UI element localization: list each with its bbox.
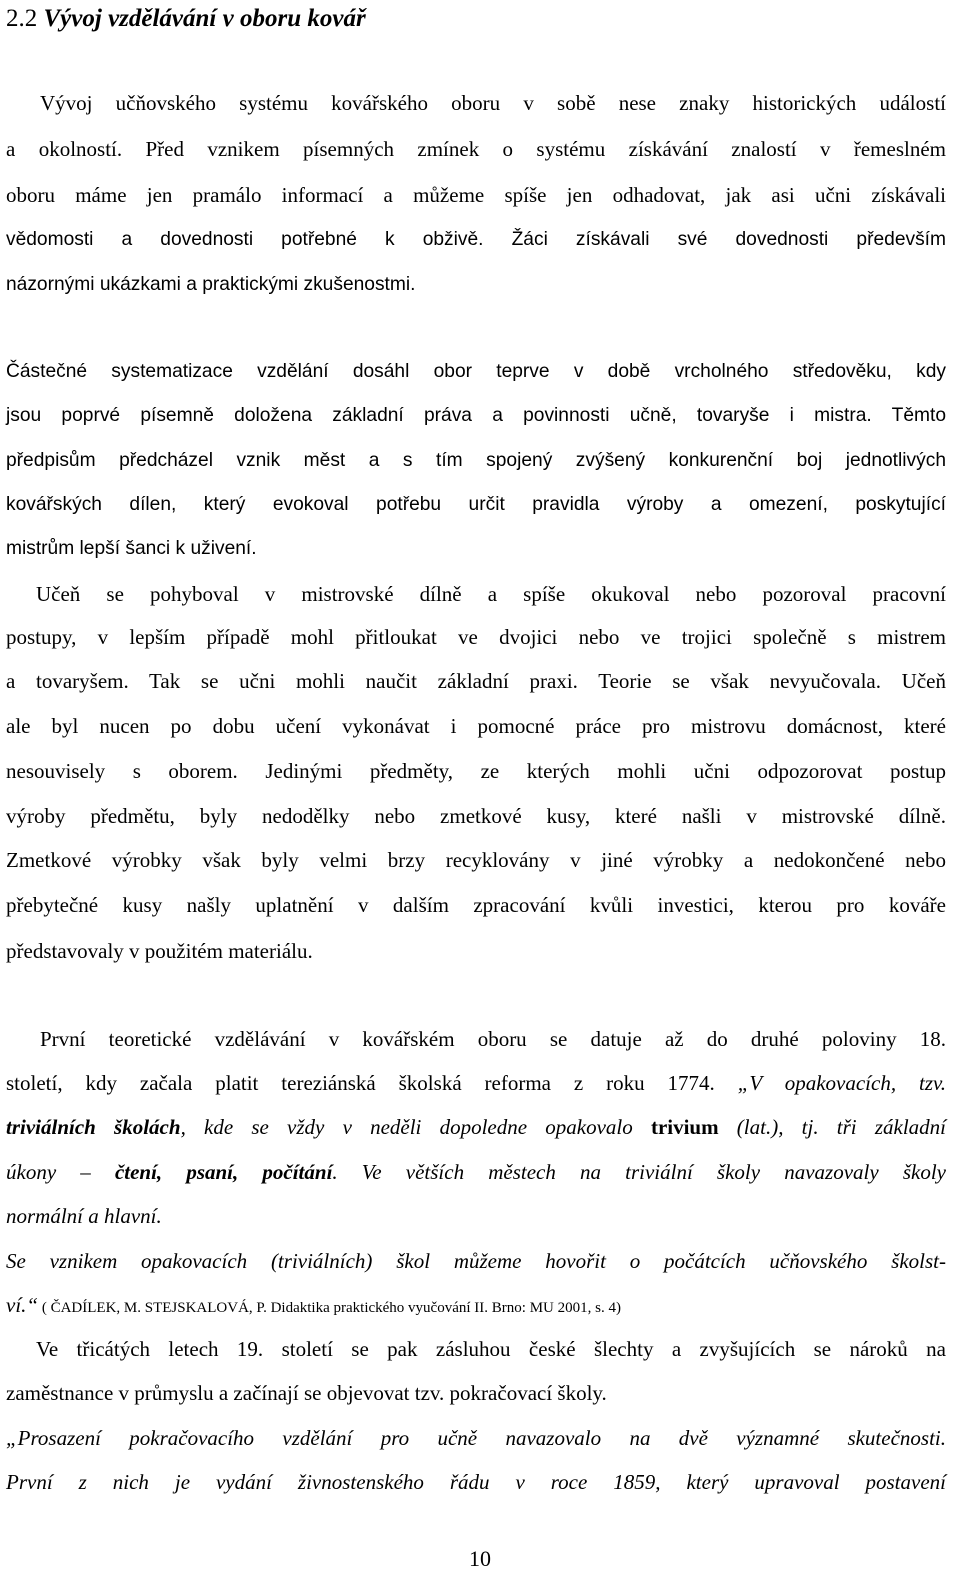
text-line: ale byl nucen po dobu učení vykonávat i pomocné práce pro mistrovu domácnost, které <box>6 714 946 738</box>
text-line: jsou poprvé písemně doložena základní práva a povinnosti učně, tovaryše i mistra. Těmto <box>6 405 946 426</box>
quote-line: První z nich je vydání živnostenského řádu v roce 1859, který upravoval postavení <box>6 1470 946 1494</box>
quote-line: „Prosazení pokračovacího vzdělání pro učně navazovalo na dvě významné skutečnosti. <box>6 1426 946 1450</box>
quote-line <box>6 1290 946 1323</box>
text-line: a okolností. Před vznikem písemných zmínek o systému získávání znalostí v řemeslném <box>6 137 946 161</box>
quote-line <box>6 1112 946 1142</box>
text-line: výroby předmětu, byly nedodělky nebo zmetkové kusy, které našli v mistrovské dílně. <box>6 804 946 828</box>
citation: ( ČADÍLEK, M. STEJSKALOVÁ, P. Didaktika praktického vyučování II. Brno: MU 2001, s. 4) <box>38 1300 621 1316</box>
text-line: vědomosti a dovednosti potřebné k obživě. Žáci získávali své dovednosti především <box>6 229 946 250</box>
quote-span: „V opakovacích, tzv. <box>737 1071 947 1095</box>
text-line: přebytečné kusy našly uplatnění v dalším zpracování kvůli investici, kterou pro kováře <box>6 893 946 917</box>
quote-span: úkony – <box>6 1160 115 1184</box>
text-line: zaměstnance v průmyslu a začínají se objevovat tzv. pokračovací školy. <box>6 1381 607 1405</box>
text-line: Částečné systematizace vzdělání dosáhl obor teprve v době vrcholného středověku, kdy <box>6 361 946 382</box>
quote-bold-span: triviálních školách <box>6 1115 181 1139</box>
text-line: představovaly v použitém materiálu. <box>6 939 313 963</box>
text-line: a tovaryšem. Tak se učni mohli naučit základní praxi. Teorie se však nevyučovala. Učeň <box>6 669 946 693</box>
text-line: nesouvisely s oborem. Jedinými předměty, ze kterých mohli učni odpozorovat postup <box>6 759 946 783</box>
text-line: Ve třicátých letech 19. století se pak zásluhou české šlechty a zvyšujících se nároků na <box>36 1337 946 1361</box>
text-line: První teoretické vzdělávání v kovářském oboru se datuje až do druhé poloviny 18. <box>40 1027 946 1051</box>
section-heading <box>6 2 366 36</box>
quote-line: Se vznikem opakovacích (triviálních) škol můžeme hovořit o počátcích učňovského školst- <box>6 1249 946 1273</box>
quote-span: ví.“ <box>6 1293 39 1317</box>
quote-line <box>6 1157 946 1187</box>
quote-line: normální a hlavní. <box>6 1204 162 1228</box>
text-span: století, kdy začala platit tereziánská školská reforma z roku 1774. <box>6 1071 738 1095</box>
text-line: Učeň se pohyboval v mistrovské dílně a spíše okukoval nebo pozoroval pracovní <box>36 582 946 606</box>
section-number: 2.2 <box>6 5 44 32</box>
quote-bold-span: čtení, psaní, počítání <box>114 1160 333 1184</box>
text-line: názornými ukázkami a praktickými zkušenostmi. <box>6 274 416 295</box>
section-title: Vývoj vzdělávání v oboru kovář <box>43 5 366 32</box>
text-line: předpisům předcházel vznik měst a s tím spojený zvýšený konkurenční boj jednotlivých <box>6 450 946 471</box>
text-line: Vývoj učňovského systému kovářského oboru v sobě nese znaky historických událostí <box>40 91 946 115</box>
page-number: 10 <box>469 1546 491 1571</box>
quote-span: (lat.), tj. tři základní <box>718 1115 946 1139</box>
text-line: Zmetkové výrobky však byly velmi brzy recyklovány v jiné výrobky a nedokončené nebo <box>6 848 946 872</box>
text-line: mistrům lepší šanci k uživení. <box>6 538 257 559</box>
quote-span: , kde se vždy v neděli dopoledne opakovalo <box>180 1115 651 1139</box>
text-line: kovářských dílen, který evokoval potřebu určit pravidla výroby a omezení, poskytující <box>6 494 946 515</box>
term-trivium: trivium <box>650 1115 719 1139</box>
text-line: postupy, v lepším případě mohl přitloukat ve dvojici nebo ve trojici společně s mistrem <box>6 625 946 649</box>
quote-span: . Ve větších městech na triviální školy navazovaly školy <box>332 1160 946 1184</box>
text-line <box>6 1068 946 1098</box>
text-line: oboru máme jen pramálo informací a můžeme spíše jen odhadovat, jak asi učni získávali <box>6 183 946 207</box>
